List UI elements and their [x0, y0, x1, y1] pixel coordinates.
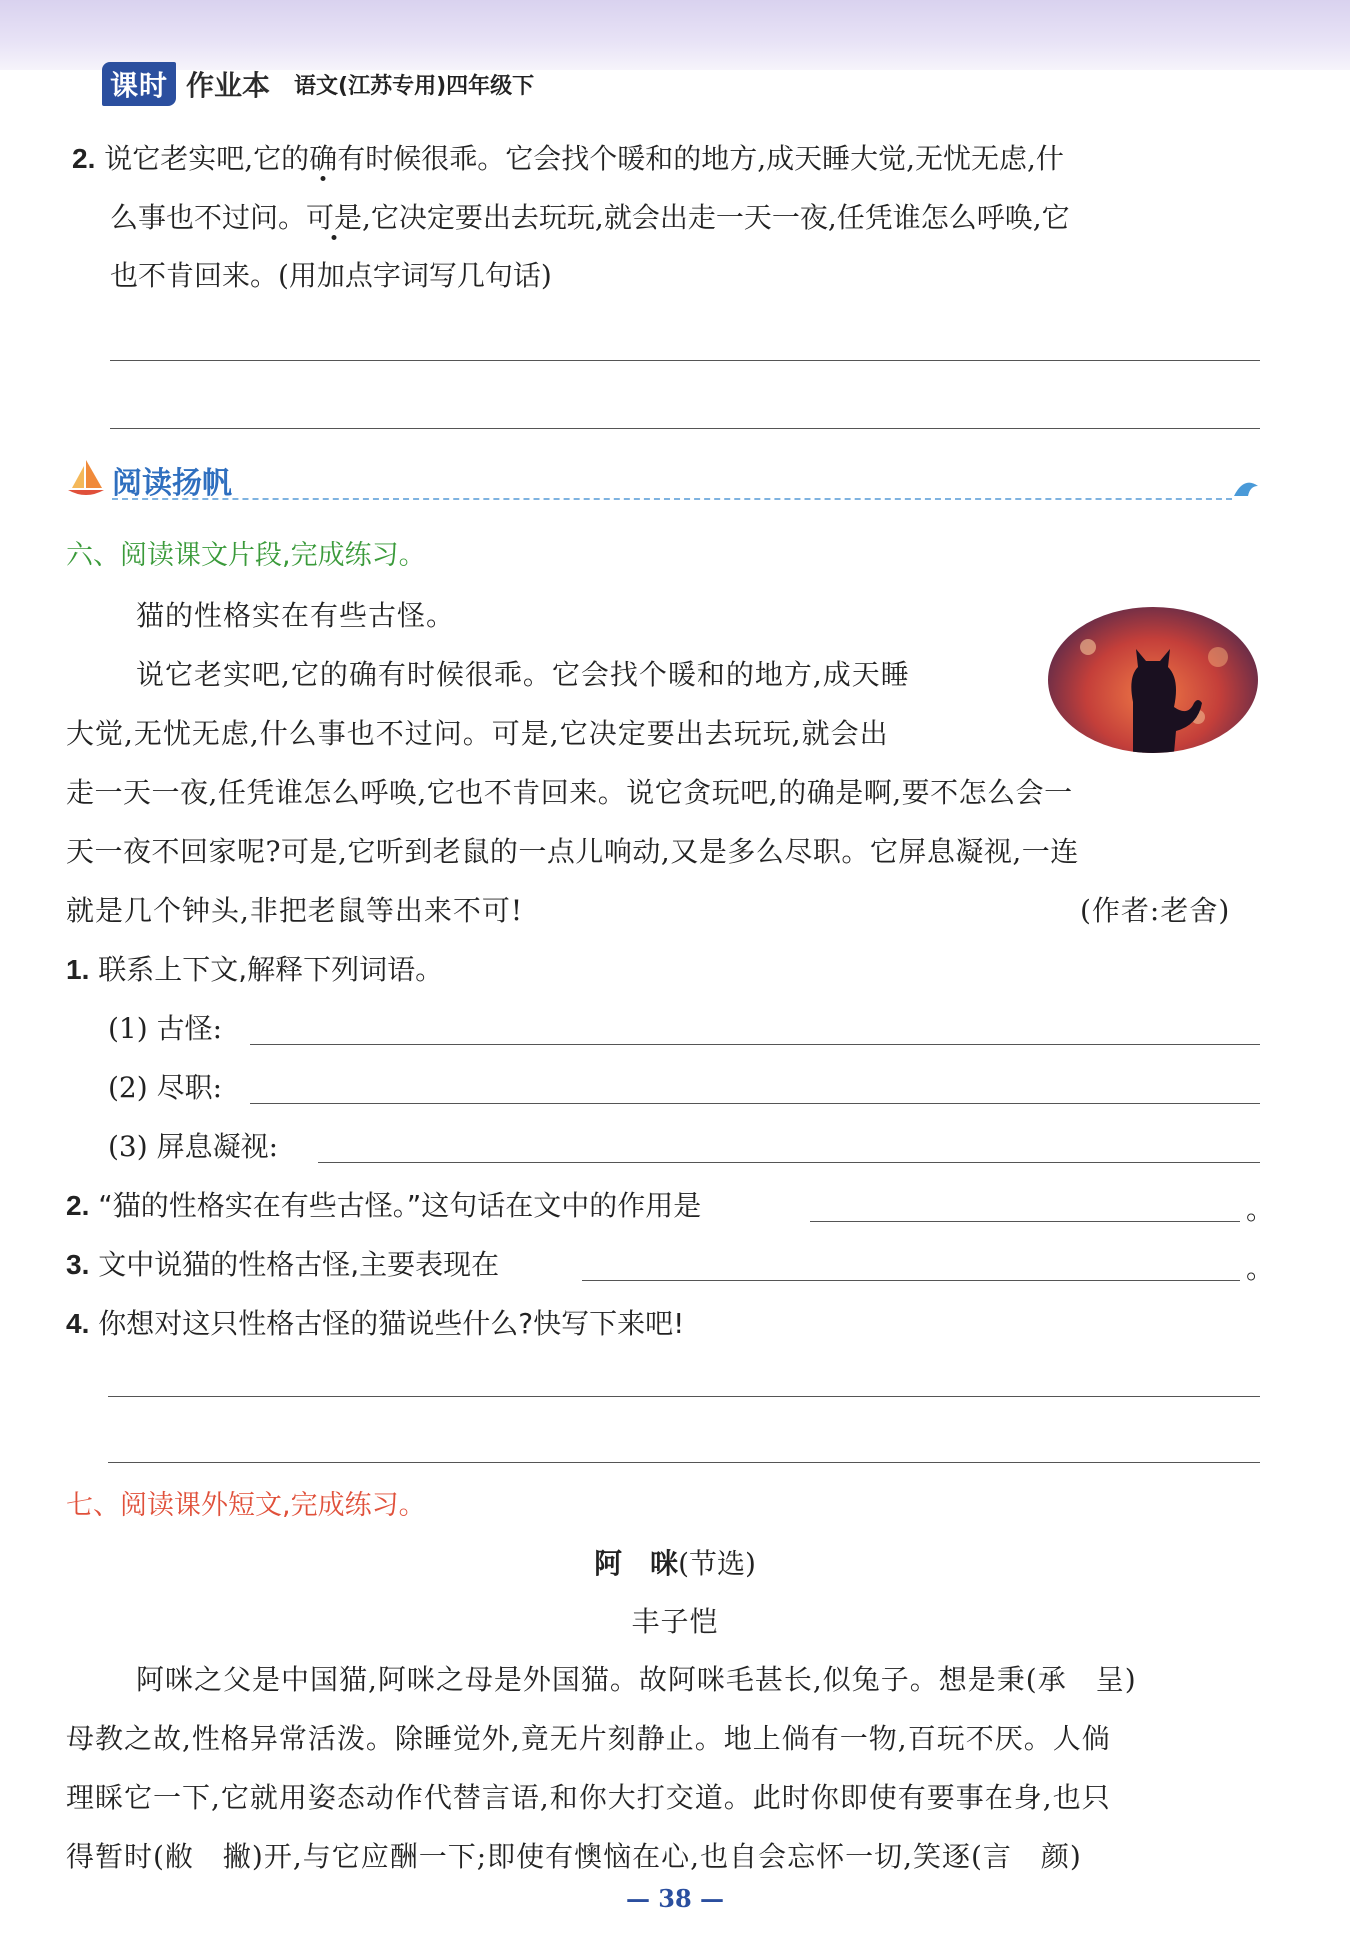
sec6-q3	[66, 1245, 499, 1285]
answer-line[interactable]	[582, 1280, 1240, 1281]
answer-line[interactable]	[110, 360, 1260, 361]
sec6-q2-end: 。	[1246, 1193, 1275, 1226]
answer-line[interactable]	[108, 1462, 1260, 1463]
cat-silhouette-image	[1048, 607, 1258, 753]
passage6-p1: 猫的性格实在有些古怪。	[136, 599, 456, 632]
q2-top-line2	[110, 198, 1070, 238]
q2-top-line3: 也不肯回来。(用加点字词写几句话)	[110, 259, 552, 292]
passage6-line: 大觉,无忧无虑,什么事也不过问。可是,它决定要出去玩玩,就会出	[66, 717, 889, 750]
sec6-q4-text: 你想对这只性格古怪的猫说些什么?快写下来吧!	[98, 1307, 685, 1340]
section7-title: 七、阅读课外短文,完成练习。	[66, 1490, 426, 1521]
section6-title: 六、阅读课文片段,完成练习。	[66, 540, 426, 571]
top-band	[0, 0, 1350, 70]
page-header	[102, 64, 534, 104]
sec6-q1-number: 1.	[66, 954, 90, 985]
sec6-q1-item: (1) 古怪:	[108, 1012, 222, 1045]
q2-top-line1-a: 说它老实吧,它的	[104, 142, 310, 175]
article-note: (节选)	[678, 1547, 756, 1580]
sec6-q4-number: 4.	[66, 1308, 90, 1339]
sec6-q1-text: 联系上下文,解释下列词语。	[98, 953, 444, 986]
passage7-line: 阿咪之父是中国猫,阿咪之母是外国猫。故阿咪毛甚长,似兔子。想是秉(承 呈)	[136, 1663, 1137, 1696]
sailboat-icon	[66, 456, 106, 500]
passage6-line: 就是几个钟头,非把老鼠等出来不可!	[66, 894, 524, 927]
wave-icon	[1232, 476, 1262, 500]
sec6-q1-item: (3) 屏息凝视:	[108, 1130, 278, 1163]
passage7-line: 母教之故,性格异常活泼。除睡觉外,竟无片刻静止。地上倘有一物,百玩不厌。人倘	[66, 1722, 1111, 1755]
answer-line[interactable]	[250, 1103, 1260, 1104]
header-subject: 语文(江苏专用)四年级下	[294, 73, 535, 99]
passage7-line: 得暂时(敝 撇)开,与它应酬一下;即使有懊恼在心,也自会忘怀一切,笑逐(言 颜)	[66, 1840, 1082, 1873]
q2-top-line2-b: ,它决定要出去玩玩,就会出走一天一夜,任凭谁怎么呼唤,它	[362, 201, 1070, 234]
banner-divider	[112, 498, 1232, 500]
passage7-line: 理睬它一下,它就用姿态动作代替言语,和你大打交道。此时你即使有要事在身,也只	[66, 1781, 1111, 1814]
dotted-char: 确	[309, 142, 338, 175]
sec6-q4	[66, 1304, 684, 1344]
passage6-line: 走一天一夜,任凭谁怎么呼唤,它也不肯回来。说它贪玩吧,的确是啊,要不怎么会一	[66, 776, 1073, 809]
sec6-q1	[66, 950, 443, 990]
q2-top-number: 2.	[72, 143, 96, 174]
sec6-q2-number: 2.	[66, 1190, 90, 1221]
answer-line[interactable]	[110, 428, 1260, 429]
answer-line[interactable]	[250, 1044, 1260, 1045]
sec6-q3-text: 文中说猫的性格古怪,主要表现在	[98, 1248, 500, 1281]
article-author: 丰子恺	[631, 1605, 719, 1638]
sec6-q3-number: 3.	[66, 1249, 90, 1280]
sec6-q3-end: 。	[1246, 1252, 1275, 1285]
sec6-q1-item: (2) 尽职:	[108, 1071, 222, 1104]
reading-banner	[66, 456, 1262, 504]
passage6-line: 天一夜不回家呢?可是,它听到老鼠的一点儿响动,又是多么尽职。它屏息凝视,一连	[66, 835, 1079, 868]
sec6-q2-text: “猫的性格实在有些古怪。”这句话在文中的作用是	[98, 1189, 702, 1222]
answer-line[interactable]	[318, 1162, 1260, 1163]
article-heading	[0, 1544, 1350, 1584]
passage6-author: (作者:老舍)	[1080, 894, 1231, 927]
answer-line[interactable]	[108, 1396, 1260, 1397]
article-title: 阿 咪	[594, 1547, 679, 1580]
q2-top-line1	[72, 139, 1064, 179]
page-number: — 38 —	[625, 1884, 725, 1913]
dotted-word: 可是	[306, 201, 363, 234]
brand-subtitle: 作业本	[186, 69, 271, 102]
q2-top-line1-b: 有时候很乖。它会找个暖和的地方,成天睡大觉,无忧无虑,什	[337, 142, 1064, 175]
brand-logo: 课时	[102, 62, 176, 106]
answer-line[interactable]	[810, 1221, 1240, 1222]
q2-top-line2-a: 么事也不过问。	[110, 201, 307, 234]
sec6-q2	[66, 1186, 701, 1226]
banner-title: 阅读扬帆	[112, 466, 232, 501]
passage6-line: 说它老实吧,它的确有时候很乖。它会找个暖和的地方,成天睡	[136, 658, 910, 691]
